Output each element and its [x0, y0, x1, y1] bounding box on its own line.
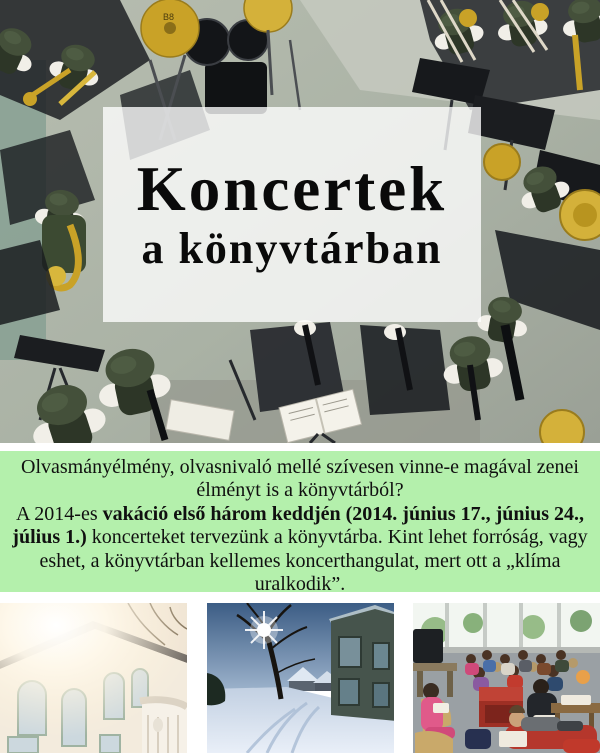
photo-library-interior [413, 603, 600, 753]
library-interior-illustration [413, 603, 600, 753]
announcement-seg1: A 2014-es [15, 502, 103, 525]
announcement-question [10, 456, 590, 503]
photo-winter-path [207, 603, 394, 753]
announcement-question-text: Olvasmányélmény, olvasnivaló mellé szívesen vinne-e magával zenei élményt is a könyvtárból? [21, 456, 579, 502]
cymbal-label: B8 [163, 12, 175, 22]
announcement-seg3: koncerteket tervezünk a könyvtárba. Kint lehet forróság, vagy eshet, a könyvtárban kellemes koncerthangulat, mert ott a „klíma uralkodik”. [39, 526, 588, 596]
winter-building [329, 605, 394, 721]
horn-bell [540, 410, 584, 443]
poster-title: Koncertek [136, 154, 448, 225]
announcement-details [10, 503, 590, 597]
photo-strip [0, 603, 600, 753]
title-box [103, 107, 481, 322]
library-building-illustration [0, 603, 187, 753]
sun-flare [0, 603, 187, 753]
announcement-box [0, 451, 600, 596]
winter-path-illustration [207, 603, 394, 753]
school-bag [465, 729, 491, 749]
photo-library-building [0, 603, 187, 753]
announcement-dates-bold: vakáció első három keddjén (2014. június 17., június 24., július 1.) [12, 502, 585, 549]
poster-subtitle: a könyvtárban [141, 223, 443, 273]
